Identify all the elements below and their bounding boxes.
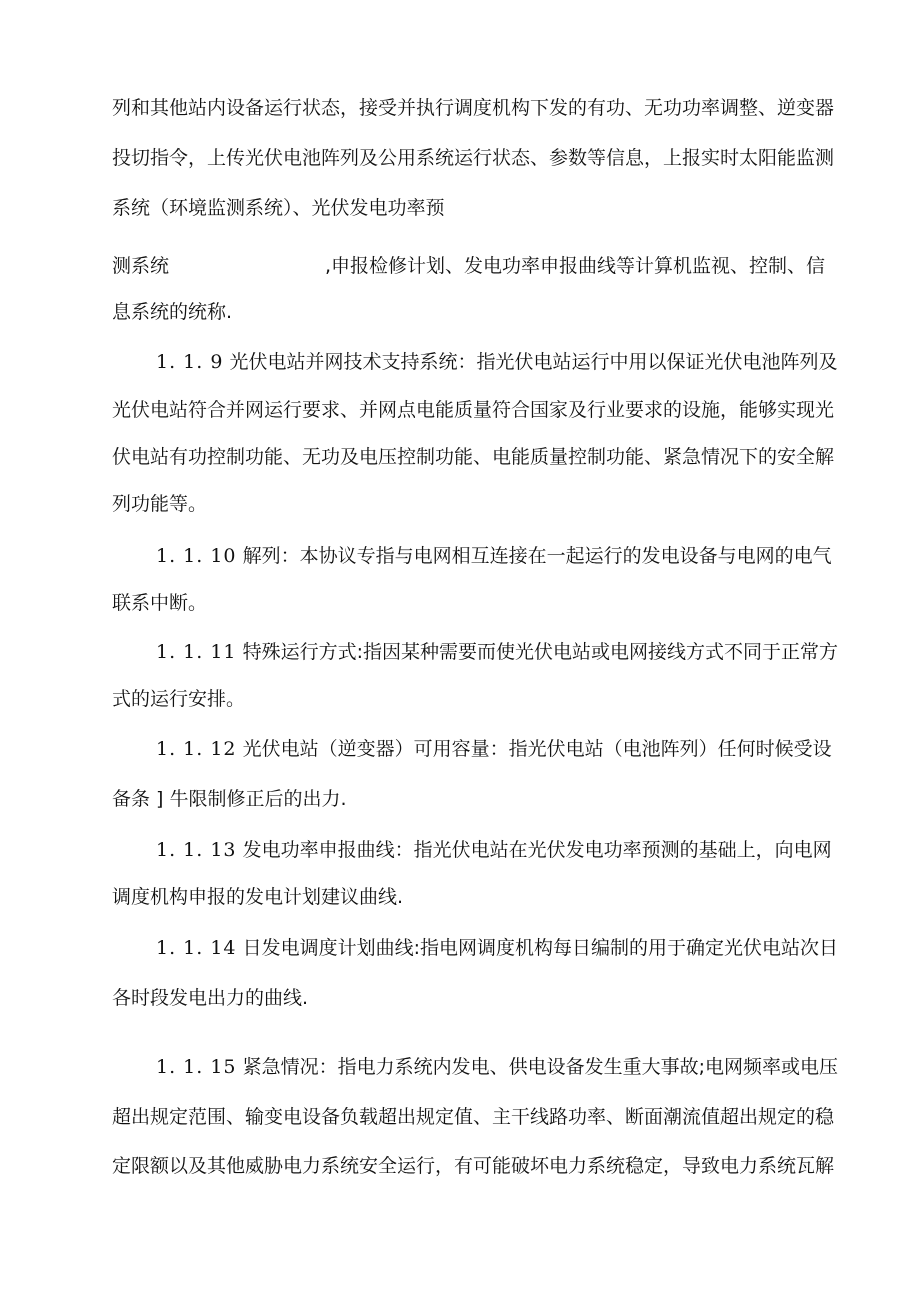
text-line: 伏电站有功控制功能、无功及电压控制功能、电能质量控制功能、紧急情况下的安全解	[112, 446, 835, 468]
clause-1-1-15	[156, 1055, 838, 1079]
text-fragment: 测系统	[112, 255, 170, 277]
clause-text: 解列：本协议专指与电网相互连接在一起运行的发电设备与电网的电气	[242, 545, 832, 567]
clause-1-1-12	[156, 737, 832, 761]
clause-number: 1. 1. 12	[156, 738, 237, 760]
text-line: 式的运行安排。	[112, 688, 246, 710]
clause-1-1-14	[156, 936, 838, 960]
clause-number: 1. 1. 11	[156, 641, 237, 663]
clause-number: 1. 1. 10	[156, 545, 237, 567]
text-fragment: ,申报检修计划、发电功率申报曲线等计算机监视、控制、信	[325, 255, 826, 277]
clause-text: 发电功率申报曲线：指光伏电站在光伏发电功率预测的基础上，向电网	[242, 839, 832, 861]
text-line: 备条 ] 牛限制修正后的出力.	[112, 788, 347, 810]
clause-text: 紧急情况：指电力系统内发电、供电设备发生重大事故;电网频率或电压	[242, 1056, 838, 1078]
clause-text: 特殊运行方式:指因某种需要而使光伏电站或电网接线方式不同于正常方	[242, 641, 838, 663]
clause-number: 1. 1. 9	[156, 351, 224, 373]
text-line: 超出规定范围、输变电设备负载超出规定值、主干线路功率、断面潮流值超出规定的稳	[112, 1106, 835, 1128]
clause-1-1-9	[156, 350, 838, 374]
text-line: 息系统的统称.	[112, 301, 233, 323]
text-line: 光伏电站符合并网运行要求、并网点电能质量符合国家及行业要求的设施，能够实现光	[112, 399, 835, 421]
clause-number: 1. 1. 13	[156, 839, 237, 861]
clause-text: 光伏电站（逆变器）可用容量：指光伏电站（电池阵列）任何时候受设	[242, 738, 832, 760]
text-line	[112, 254, 825, 278]
text-line: 各时段发电出力的曲线.	[112, 987, 309, 1009]
clause-1-1-10	[156, 544, 832, 568]
text-line: 联系中断。	[112, 592, 208, 614]
clause-text: 日发电调度计划曲线:指电网调度机构每日编制的用于确定光伏电站次日	[242, 937, 838, 959]
clause-number: 1. 1. 15	[156, 1056, 237, 1078]
text-line: 投切指令，上传光伏电池阵列及公用系统运行状态、参数等信息，上报实时太阳能监测	[112, 147, 835, 169]
clause-1-1-13	[156, 838, 832, 862]
text-line: 系统（环境监测系统）、光伏发电功率预	[112, 197, 445, 219]
clause-1-1-11	[156, 640, 838, 664]
text-line: 调度机构申报的发电计划建议曲线.	[112, 886, 404, 908]
clause-number: 1. 1. 14	[156, 937, 237, 959]
text-line: 列和其他站内设备运行状态，接受并执行调度机构下发的有功、无功功率调整、逆变器	[112, 97, 835, 119]
text-line: 列功能等。	[112, 493, 208, 515]
clause-text: 光伏电站并网技术支持系统：指光伏电站运行中用以保证光伏电池阵列及	[229, 351, 838, 373]
text-line: 定限额以及其他威胁电力系统安全运行，有可能破坏电力系统稳定，导致电力系统瓦解	[112, 1155, 835, 1177]
